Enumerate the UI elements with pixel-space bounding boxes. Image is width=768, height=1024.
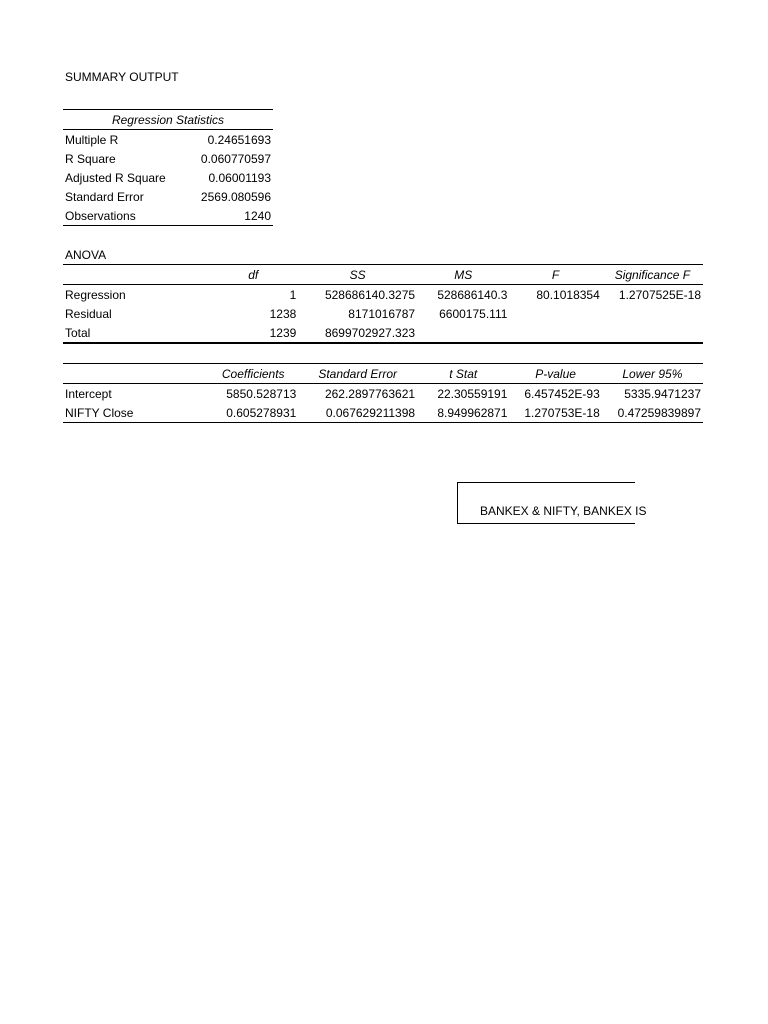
chart-box[interactable] bbox=[457, 482, 647, 524]
cell: 528686140.3275 bbox=[324, 287, 416, 302]
cell: 8.949962871 bbox=[417, 403, 509, 423]
stat-label: Standard Error bbox=[65, 189, 144, 204]
coefficients-section bbox=[63, 363, 701, 427]
anova-header-f: F bbox=[509, 265, 601, 285]
cell: 6.457452E-93 bbox=[524, 386, 600, 401]
cell: 1.270753E-18 bbox=[509, 403, 601, 423]
regression-statistics-header: Regression Statistics bbox=[63, 110, 273, 130]
stat-label: Observations bbox=[63, 206, 187, 226]
table-row bbox=[63, 130, 273, 150]
cell: 80.1018354 bbox=[536, 287, 600, 302]
cell: 1.2707525E-18 bbox=[618, 287, 701, 302]
coef-header-t-stat: t Stat bbox=[417, 364, 509, 384]
stat-value: 0.060770597 bbox=[200, 151, 271, 166]
anova-header-df: df bbox=[208, 265, 298, 285]
coef-header-lower-95: Lower 95% bbox=[602, 364, 703, 384]
table-row bbox=[63, 187, 273, 206]
stat-value: 1240 bbox=[187, 206, 273, 226]
cell: 8699702927.323 bbox=[298, 323, 417, 343]
cell: 1238 bbox=[269, 306, 297, 321]
table-row bbox=[63, 168, 273, 187]
cell bbox=[417, 323, 509, 343]
stat-label: Multiple R bbox=[65, 132, 119, 147]
row-label: NIFTY Close bbox=[63, 403, 208, 423]
cell: 8171016787 bbox=[348, 306, 416, 321]
coefficients-header-row bbox=[63, 364, 703, 384]
row-label: Total bbox=[63, 323, 208, 343]
row-label: Residual bbox=[65, 306, 112, 321]
cell: 528686140.3 bbox=[437, 287, 508, 302]
regression-statistics-table bbox=[63, 109, 273, 226]
row-label: Intercept bbox=[65, 386, 112, 401]
cell: 5850.528713 bbox=[226, 386, 297, 401]
stat-value: 0.06001193 bbox=[208, 170, 271, 185]
cell bbox=[509, 304, 601, 323]
stat-label: Adjusted R Square bbox=[65, 170, 166, 185]
anova-table bbox=[63, 264, 703, 344]
cell: 1 bbox=[289, 287, 297, 302]
table-row bbox=[63, 384, 703, 404]
cell: 1239 bbox=[208, 323, 298, 343]
coef-header-blank bbox=[63, 364, 208, 384]
coef-header-coefficients: Coefficients bbox=[208, 364, 298, 384]
chart-title: BANKEX & NIFTY, BANKEX IS bbox=[480, 504, 647, 518]
table-row bbox=[63, 149, 273, 168]
cell: 262.2897763621 bbox=[324, 386, 416, 401]
anova-header-ss: SS bbox=[298, 265, 417, 285]
page-title: SUMMARY OUTPUT bbox=[65, 70, 179, 84]
stat-label: R Square bbox=[65, 151, 116, 166]
table-row bbox=[63, 403, 703, 423]
anova-header-row bbox=[63, 265, 703, 285]
table-row bbox=[63, 206, 273, 226]
anova-section bbox=[63, 264, 701, 348]
anova-header-ms: MS bbox=[417, 265, 509, 285]
cell: 0.067629211398 bbox=[298, 403, 417, 423]
table-row bbox=[63, 323, 703, 343]
coefficients-table bbox=[63, 363, 703, 423]
anova-header-significance-f: Significance F bbox=[602, 265, 703, 285]
cell: 22.30559191 bbox=[437, 386, 508, 401]
cell: 0.47259839897 bbox=[602, 403, 703, 423]
cell bbox=[602, 323, 703, 343]
cell: 6600175.111 bbox=[439, 306, 508, 321]
coef-header-p-value: P-value bbox=[509, 364, 601, 384]
anova-header-blank bbox=[63, 265, 208, 285]
table-row bbox=[63, 285, 703, 305]
cell bbox=[509, 323, 601, 343]
cell bbox=[602, 304, 703, 323]
stat-value: 2569.080596 bbox=[200, 189, 271, 204]
table-row bbox=[63, 304, 703, 323]
anova-label: ANOVA bbox=[65, 248, 107, 262]
cell: 0.605278931 bbox=[208, 403, 298, 423]
row-label: Regression bbox=[65, 287, 126, 302]
coef-header-standard-error: Standard Error bbox=[298, 364, 417, 384]
stat-value: 0.24651693 bbox=[207, 132, 271, 147]
cell: 5335.9471237 bbox=[624, 386, 701, 401]
